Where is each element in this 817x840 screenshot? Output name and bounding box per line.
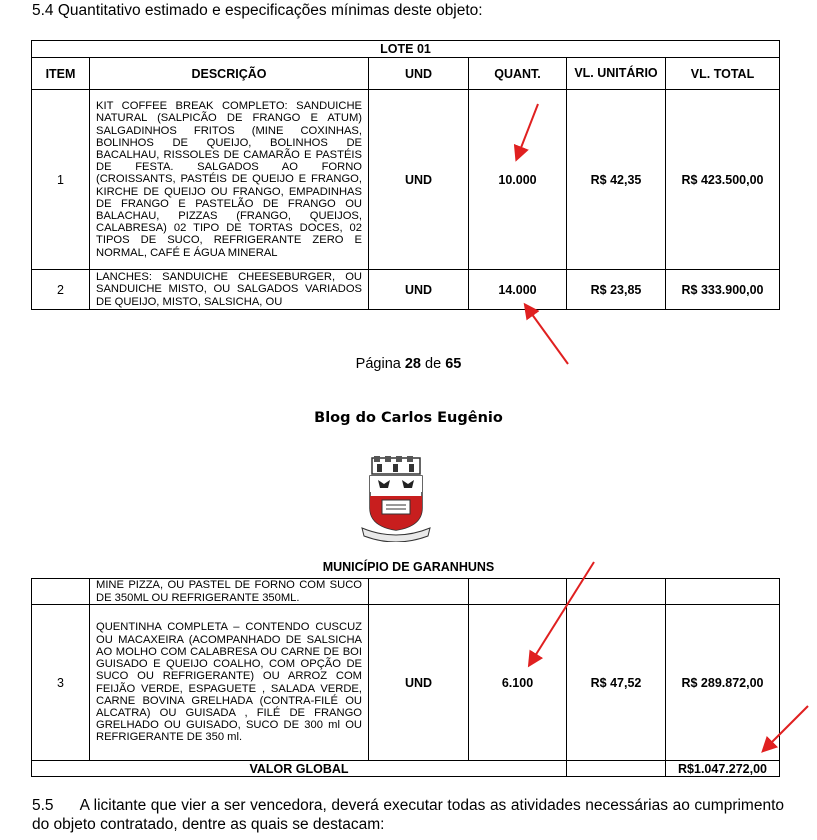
paragraph-5-5 (32, 796, 784, 834)
municipal-crest-icon (360, 456, 432, 542)
header-quant: QUANT. (469, 58, 567, 90)
row-descricao: LANCHES: SANDUICHE CHEESEBURGER, OU SANDUICHE MISTO, OU SALGADOS VARIADOS DE QUEIJO, MISTO, SALSICHA, OU (90, 270, 369, 310)
page-number (0, 356, 817, 372)
header-vl-total: VL. TOTAL (666, 58, 780, 90)
row-quant: 10.000 (469, 90, 567, 270)
table-row (32, 90, 780, 270)
valor-global-label: VALOR GLOBAL (32, 761, 567, 777)
valor-global-value: R$1.047.272,00 (666, 761, 780, 777)
row-item: 1 (32, 90, 90, 270)
total-row (32, 761, 780, 777)
row-vl-unitario: R$ 42,35 (567, 90, 666, 270)
header-vl-unitario: VL. UNITÁRIO (567, 58, 666, 90)
table-row (32, 270, 780, 310)
municipio-title: MUNICÍPIO DE GARANHUNS (322, 560, 495, 574)
row-vl-total: R$ 289.872,00 (666, 605, 780, 761)
row-descricao: KIT COFFEE BREAK COMPLETO: SANDUICHE NATURAL (SALPICÃO DE FRANGO E ATUM) SALGADINHOS FRITOS (MINE COXINHAS, BOLINHOS DE QUEIJO, BOLINHOS DE BACALHAU, RISSOLES DE CAMARÃO E PASTÉIS DE FESTA. SALGADOS AO FORNO (CROISSANTS, PASTÉIS DE QUEIJO E FRANGO, KIRCHE DE QUEIJO OU FRANGO, EMPADINHAS DE FRANGO E PASTELÃO DE FRANGO OU BALACHAU, PIZZAS (FRANGO, QUEIJOS, CALABRESA) 02 TIPO DE TORTAS DOCES, 02 TIPOS DE SUCO, REFRIGERANTE ZERO E NORMAL, CAFÉ E ÁGUA MINERAL (90, 90, 369, 270)
row-quant: 6.100 (469, 605, 567, 761)
lot-table-part-1 (31, 40, 780, 310)
row-vl-total: R$ 333.900,00 (666, 270, 780, 310)
paragraph-number: 5.5 (32, 797, 54, 814)
lot-table-part-2 (31, 578, 780, 777)
row-item: 3 (32, 605, 90, 761)
page-current: 28 (404, 356, 421, 372)
header-und: UND (369, 58, 469, 90)
header-item: ITEM (32, 58, 90, 90)
blog-name: Blog do Carlos Eugênio (314, 410, 503, 426)
page-total: 65 (445, 356, 462, 372)
row-und: UND (369, 605, 469, 761)
row-descricao: QUENTINHA COMPLETA – CONTENDO CUSCUZ OU MACAXEIRA (ACOMPANHADO DE SALSICHA AO MOLHO COM CALABRESA OU CARNE DE BOI GUISADO E QUEIJO COALHO, COM OPÇÃO DE SUCO OU REFRIGERANTE) OU ARROZ COM FEIJÃO VERDE, ESPAGUETE , SALADA VERDE, CARNE BOVINA GRELHADA (CONTRA-FILÉ OU ALCATRA) OU GUISADA , FILÉ DE FRANGO GRELHADO OU GUISADO, SUCO DE 300 ml OU REFRIGERANTE DE 350 ml. (90, 605, 369, 761)
row-und: UND (369, 90, 469, 270)
table-row (32, 605, 780, 761)
page-prefix: Página (355, 356, 405, 372)
paragraph-text: A licitante que vier a ser vencedora, deverá executar todas as atividades necessárias ao cumprimento do objeto contratado, dentre as quais se destacam: (32, 797, 784, 833)
row-item: 2 (32, 270, 90, 310)
table-row-continuation (32, 579, 780, 605)
row-descricao-continuation: MINE PIZZA, OU PASTEL DE FORNO COM SUCO DE 350ML OU REFRIGERANTE 350ML. (90, 579, 369, 605)
lot-title: LOTE 01 (32, 41, 780, 58)
row-vl-unitario: R$ 23,85 (567, 270, 666, 310)
row-quant: 14.000 (469, 270, 567, 310)
section-heading: 5.4 Quantitativo estimado e especificações mínimas deste objeto: (32, 2, 483, 19)
header-descricao: DESCRIÇÃO (90, 58, 369, 90)
row-vl-unitario: R$ 47,52 (567, 605, 666, 761)
row-und: UND (369, 270, 469, 310)
page-middle: de (421, 356, 446, 372)
row-vl-total: R$ 423.500,00 (666, 90, 780, 270)
